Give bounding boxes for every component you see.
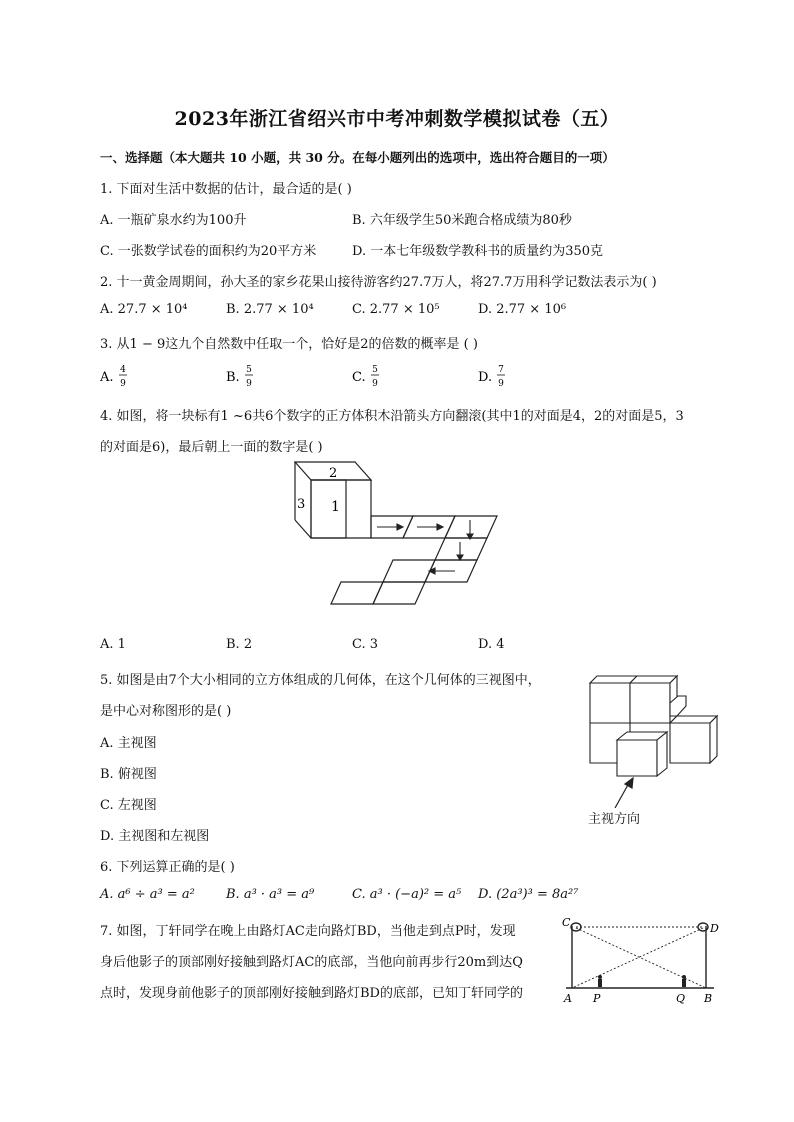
- tile-5: [383, 560, 435, 582]
- q3-b-letter: B.: [226, 370, 240, 385]
- q5-stem-line2: 是中心对称图形的是( ): [100, 704, 232, 719]
- label-d: D: [710, 922, 719, 935]
- q3-b-denominator: 9: [246, 379, 252, 389]
- q4-option-a: A. 1: [100, 637, 126, 652]
- cube-front-face: [311, 480, 371, 538]
- q7-line2: 身后他影子的顶部刚好接触到路灯AC的底部，当他向前再步行20m到达Q: [100, 955, 523, 970]
- q3-option-c: [352, 365, 379, 389]
- section-heading: 一、选择题（本大题共 10 小题，共 30 分。在每小题列出的选项中，选出符合题目的一项）: [100, 150, 615, 165]
- q3-stem: 3. 从1 − 9这九个自然数中任取一个，恰好是2的倍数的概率是 ( ): [100, 337, 478, 352]
- q5-cubes-figure: [585, 668, 725, 808]
- q1-option-b: B. 六年级学生50米跑合格成绩为80秒: [352, 213, 572, 228]
- q3-b-numerator: 5: [246, 365, 252, 375]
- q3-a-denominator: 9: [120, 379, 126, 389]
- q3-c-numerator: 5: [372, 365, 378, 375]
- view-direction-caption: 主视方向: [588, 812, 641, 827]
- q3-options: [100, 362, 640, 392]
- q3-d-denominator: 9: [498, 379, 504, 389]
- person-at-q-icon: [682, 975, 686, 979]
- q3-option-d: [478, 365, 505, 389]
- q2-option-d: D. 2.77 × 10⁶: [478, 302, 567, 317]
- label-q: Q: [676, 992, 686, 1005]
- q5-stem-line1: 5. 如图是由7个大小相同的立方体组成的几何体，在这个几何体的三视图中，: [100, 673, 541, 688]
- q1-option-a: A. 一瓶矿泉水约为100升: [100, 213, 247, 228]
- q6-option-b: B. a³ · a³ = a⁹: [226, 887, 315, 902]
- cube-top-face: [590, 676, 637, 683]
- q4-cube-roll-figure: [285, 458, 515, 608]
- cube-left-face: [311, 480, 346, 538]
- q2-stem: 2. 十一黄金周期间，孙大圣的家乡花果山接待游客约27.7万人，将27.7万用科学记数法表示为( ): [100, 275, 657, 290]
- q1-option-d: D. 一本七年级数学教科书的质量约为350克: [352, 244, 604, 259]
- q7-line1: 7. 如图，丁轩同学在晚上由路灯AC走向路灯BD，当他走到点P时，发现: [100, 924, 516, 939]
- tile-7: [373, 582, 425, 604]
- q3-a-letter: A.: [100, 370, 114, 385]
- q3-a-numerator: 4: [120, 365, 126, 375]
- q6-option-a: A. a⁶ ÷ a³ = a²: [100, 887, 195, 902]
- q4-stem-line1: 4. 如图，将一块标有1 ~6共6个数字的正方体积木沿箭头方向翻滚(其中1的对面是4，2的对面是5，3: [100, 409, 684, 424]
- q3-option-b: [226, 365, 253, 389]
- q5-option-c: C. 左视图: [100, 798, 157, 813]
- q2-option-c: C. 2.77 × 10⁵: [352, 302, 440, 317]
- q3-c-denominator: 9: [372, 379, 378, 389]
- q5-option-b: B. 俯视图: [100, 767, 157, 782]
- person-figures: [598, 975, 686, 987]
- q3-option-a: [100, 365, 127, 389]
- q1-stem: 1. 下面对生活中数据的估计，最合适的是( ): [100, 182, 352, 197]
- person-at-p-icon: [598, 975, 602, 979]
- q6-stem: 6. 下列运算正确的是( ): [100, 860, 235, 875]
- q5-option-d: D. 主视图和左视图: [100, 829, 210, 844]
- label-c: C: [562, 916, 571, 929]
- label-b: B: [704, 992, 713, 1005]
- q6-option-d: D. (2a³)³ = 8a²⁷: [478, 887, 579, 902]
- q4-option-c: C. 3: [352, 637, 379, 652]
- page-title: 2023年浙江省绍兴市中考冲刺数学模拟试卷（五）: [174, 108, 620, 130]
- q3-c-letter: C.: [352, 370, 366, 385]
- q4-stem-line2: 的对面是6)，最后朝上一面的数字是( ): [100, 440, 323, 455]
- q7-line3: 点时，发现身前他影子的顶部刚好接触到路灯BD的底部，已知丁轩同学的: [100, 986, 523, 1001]
- q4-option-b: B. 2: [226, 637, 253, 652]
- q3-d-letter: D.: [478, 370, 493, 385]
- q1-option-c: C. 一张数学试卷的面积约为20平方米: [100, 244, 317, 259]
- cube-front-number: 1: [331, 499, 340, 515]
- cube-left-number: 3: [297, 497, 306, 512]
- dashed-line-c-b: [576, 928, 706, 988]
- q7-street-lamp-figure: [558, 914, 728, 1014]
- q3-d-numerator: 7: [498, 365, 504, 375]
- label-p: P: [593, 992, 601, 1005]
- q4-option-d: D. 4: [478, 637, 505, 652]
- q2-option-b: B. 2.77 × 10⁴: [226, 302, 314, 317]
- q2-option-a: A. 27.7 × 10⁴: [100, 302, 188, 317]
- cube-front-face: [590, 683, 630, 723]
- cube-top-number: 2: [329, 466, 338, 481]
- view-direction-arrow: [615, 778, 633, 808]
- q5-option-a: A. 主视图: [100, 736, 157, 751]
- q6-option-c: C. a³ · (−a)² = a⁵: [352, 887, 462, 902]
- tile-8: [331, 582, 383, 604]
- label-a: A: [564, 992, 572, 1005]
